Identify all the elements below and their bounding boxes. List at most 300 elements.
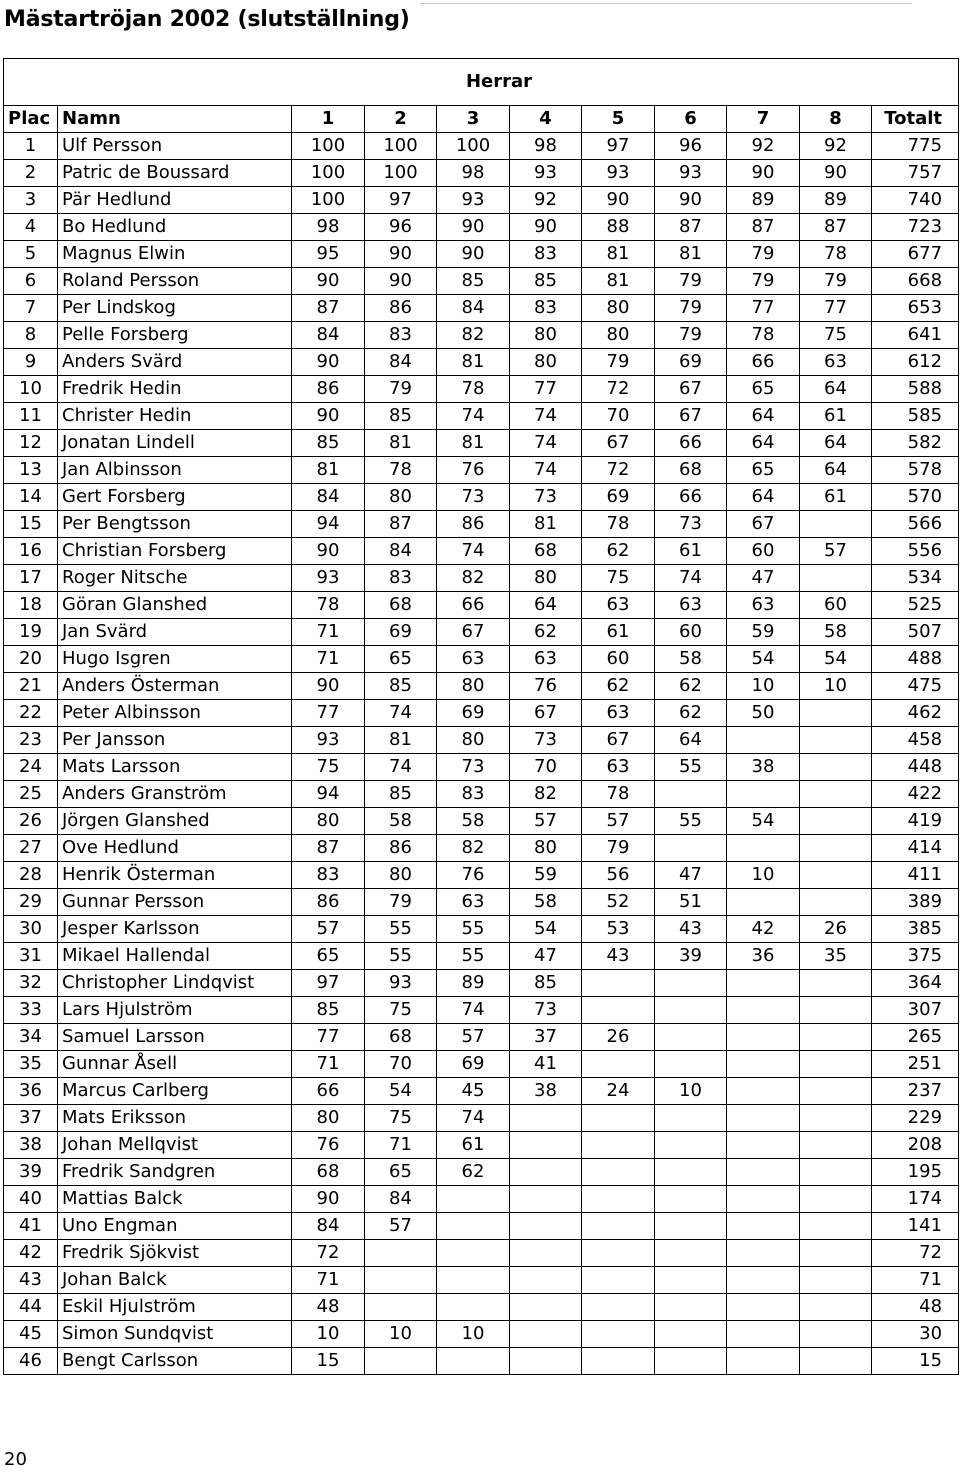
table-row	[4, 1186, 959, 1213]
cell-round-1: 66	[292, 1078, 365, 1105]
cell-round-2	[365, 1348, 437, 1375]
cell-round-7: 77	[727, 295, 800, 322]
cell-plac: 28	[4, 862, 58, 889]
header-round-6: 6	[655, 106, 727, 133]
cell-round-3: 74	[437, 997, 510, 1024]
cell-round-4: 68	[510, 538, 582, 565]
cell-round-1: 80	[292, 808, 365, 835]
cell-name: Uno Engman	[58, 1213, 292, 1240]
cell-round-8: 58	[800, 619, 872, 646]
cell-plac: 29	[4, 889, 58, 916]
cell-round-2: 85	[365, 673, 437, 700]
cell-total: 653	[872, 295, 959, 322]
cell-round-4	[510, 1294, 582, 1321]
cell-round-1: 71	[292, 1051, 365, 1078]
cell-round-6: 74	[655, 565, 727, 592]
cell-round-2: 79	[365, 376, 437, 403]
cell-round-5: 56	[582, 862, 655, 889]
cell-round-5: 43	[582, 943, 655, 970]
cell-round-6: 63	[655, 592, 727, 619]
cell-total: 668	[872, 268, 959, 295]
cell-plac: 43	[4, 1267, 58, 1294]
cell-round-7	[727, 1294, 800, 1321]
cell-round-8: 78	[800, 241, 872, 268]
cell-total: 15	[872, 1348, 959, 1375]
cell-total: 775	[872, 133, 959, 160]
header-round-4: 4	[510, 106, 582, 133]
table-row	[4, 808, 959, 835]
cell-plac: 27	[4, 835, 58, 862]
cell-round-2: 86	[365, 835, 437, 862]
cell-round-4: 83	[510, 241, 582, 268]
cell-name: Roland Persson	[58, 268, 292, 295]
cell-round-2	[365, 1294, 437, 1321]
cell-round-5: 52	[582, 889, 655, 916]
cell-total: 458	[872, 727, 959, 754]
cell-round-7	[727, 1213, 800, 1240]
cell-round-4: 47	[510, 943, 582, 970]
cell-total: 385	[872, 916, 959, 943]
cell-round-2	[365, 1267, 437, 1294]
cell-round-7	[727, 1159, 800, 1186]
cell-round-6: 66	[655, 430, 727, 457]
cell-total: 507	[872, 619, 959, 646]
cell-round-6: 55	[655, 754, 727, 781]
cell-round-6: 90	[655, 187, 727, 214]
cell-round-5: 88	[582, 214, 655, 241]
cell-round-7: 65	[727, 376, 800, 403]
cell-round-4: 67	[510, 700, 582, 727]
cell-round-2: 90	[365, 268, 437, 295]
cell-name: Per Lindskog	[58, 295, 292, 322]
cell-round-7	[727, 1105, 800, 1132]
cell-round-1: 76	[292, 1132, 365, 1159]
cell-round-7: 79	[727, 241, 800, 268]
cell-round-7: 89	[727, 187, 800, 214]
cell-plac: 44	[4, 1294, 58, 1321]
cell-round-5: 57	[582, 808, 655, 835]
cell-plac: 25	[4, 781, 58, 808]
cell-total: 641	[872, 322, 959, 349]
cell-name: Christopher Lindqvist	[58, 970, 292, 997]
cell-round-3: 84	[437, 295, 510, 322]
cell-round-4	[510, 1213, 582, 1240]
column-header-row	[4, 106, 959, 133]
cell-plac: 13	[4, 457, 58, 484]
cell-round-6	[655, 1132, 727, 1159]
cell-round-2: 79	[365, 889, 437, 916]
cell-plac: 4	[4, 214, 58, 241]
cell-round-5: 62	[582, 673, 655, 700]
table-row	[4, 214, 959, 241]
cell-round-6	[655, 1051, 727, 1078]
cell-round-4	[510, 1105, 582, 1132]
cell-round-7	[727, 1240, 800, 1267]
cell-round-5: 53	[582, 916, 655, 943]
cell-plac: 5	[4, 241, 58, 268]
header-round-7: 7	[727, 106, 800, 133]
cell-round-8: 26	[800, 916, 872, 943]
cell-round-1: 71	[292, 619, 365, 646]
cell-plac: 39	[4, 1159, 58, 1186]
cell-round-7	[727, 1132, 800, 1159]
cell-round-2: 75	[365, 997, 437, 1024]
table-row	[4, 862, 959, 889]
cell-name: Patric de Boussard	[58, 160, 292, 187]
cell-round-5: 63	[582, 700, 655, 727]
cell-round-3: 89	[437, 970, 510, 997]
table-row	[4, 565, 959, 592]
cell-round-8	[800, 781, 872, 808]
cell-name: Mats Eriksson	[58, 1105, 292, 1132]
cell-name: Gunnar Persson	[58, 889, 292, 916]
cell-plac: 16	[4, 538, 58, 565]
cell-round-8: 60	[800, 592, 872, 619]
cell-round-3: 57	[437, 1024, 510, 1051]
cell-round-4: 74	[510, 430, 582, 457]
cell-round-4: 37	[510, 1024, 582, 1051]
cell-round-5: 67	[582, 727, 655, 754]
table-row	[4, 538, 959, 565]
cell-round-5: 75	[582, 565, 655, 592]
table-row	[4, 619, 959, 646]
table-row	[4, 187, 959, 214]
cell-name: Ulf Persson	[58, 133, 292, 160]
cell-round-5: 26	[582, 1024, 655, 1051]
cell-round-5	[582, 970, 655, 997]
cell-round-3	[437, 1240, 510, 1267]
cell-round-5: 80	[582, 295, 655, 322]
cell-round-5: 79	[582, 349, 655, 376]
cell-round-3: 90	[437, 214, 510, 241]
cell-round-5	[582, 1321, 655, 1348]
cell-name: Fredrik Sandgren	[58, 1159, 292, 1186]
table-row	[4, 997, 959, 1024]
cell-round-5: 79	[582, 835, 655, 862]
cell-round-8: 92	[800, 133, 872, 160]
header-round-8: 8	[800, 106, 872, 133]
cell-round-4: 80	[510, 565, 582, 592]
cell-round-3: 74	[437, 538, 510, 565]
cell-name: Bengt Carlsson	[58, 1348, 292, 1375]
cell-round-5: 93	[582, 160, 655, 187]
header-name: Namn	[58, 106, 292, 133]
table-row	[4, 403, 959, 430]
cell-total: 582	[872, 430, 959, 457]
cell-round-3: 82	[437, 835, 510, 862]
cell-round-8	[800, 565, 872, 592]
cell-round-5	[582, 1105, 655, 1132]
cell-round-7	[727, 727, 800, 754]
cell-round-8	[800, 1132, 872, 1159]
cell-round-2: 80	[365, 862, 437, 889]
cell-name: Mikael Hallendal	[58, 943, 292, 970]
cell-round-4	[510, 1267, 582, 1294]
cell-round-6	[655, 1105, 727, 1132]
cell-round-7: 63	[727, 592, 800, 619]
cell-name: Mattias Balck	[58, 1186, 292, 1213]
cell-total: 525	[872, 592, 959, 619]
cell-round-3: 74	[437, 403, 510, 430]
cell-round-8	[800, 1240, 872, 1267]
cell-round-2: 58	[365, 808, 437, 835]
cell-round-6: 58	[655, 646, 727, 673]
cell-round-6: 62	[655, 700, 727, 727]
cell-round-1: 68	[292, 1159, 365, 1186]
cell-round-8: 61	[800, 484, 872, 511]
cell-total: 229	[872, 1105, 959, 1132]
cell-round-4: 85	[510, 268, 582, 295]
table-row	[4, 133, 959, 160]
cell-plac: 23	[4, 727, 58, 754]
cell-total: 462	[872, 700, 959, 727]
cell-round-5	[582, 1348, 655, 1375]
cell-round-8	[800, 1294, 872, 1321]
cell-total: 208	[872, 1132, 959, 1159]
cell-name: Gert Forsberg	[58, 484, 292, 511]
cell-name: Christer Hedin	[58, 403, 292, 430]
cell-round-4: 70	[510, 754, 582, 781]
table-row	[4, 322, 959, 349]
table-row	[4, 1213, 959, 1240]
cell-round-5: 60	[582, 646, 655, 673]
cell-round-1: 85	[292, 997, 365, 1024]
cell-round-8	[800, 997, 872, 1024]
cell-round-5: 81	[582, 268, 655, 295]
cell-name: Per Jansson	[58, 727, 292, 754]
cell-total: 307	[872, 997, 959, 1024]
cell-round-1: 87	[292, 295, 365, 322]
cell-round-3: 73	[437, 484, 510, 511]
table-row	[4, 889, 959, 916]
cell-round-6: 64	[655, 727, 727, 754]
table-row	[4, 1132, 959, 1159]
cell-name: Ove Hedlund	[58, 835, 292, 862]
cell-round-1: 77	[292, 1024, 365, 1051]
cell-name: Marcus Carlberg	[58, 1078, 292, 1105]
cell-round-2	[365, 1240, 437, 1267]
cell-round-3: 62	[437, 1159, 510, 1186]
cell-round-7: 59	[727, 619, 800, 646]
group-label: Herrar	[4, 59, 959, 106]
table-row	[4, 646, 959, 673]
cell-round-1: 15	[292, 1348, 365, 1375]
cell-round-8	[800, 1213, 872, 1240]
cell-round-6: 39	[655, 943, 727, 970]
cell-round-1: 93	[292, 727, 365, 754]
cell-round-2: 55	[365, 916, 437, 943]
cell-plac: 40	[4, 1186, 58, 1213]
cell-round-6	[655, 1267, 727, 1294]
cell-name: Henrik Österman	[58, 862, 292, 889]
cell-plac: 41	[4, 1213, 58, 1240]
table-row	[4, 376, 959, 403]
cell-total: 237	[872, 1078, 959, 1105]
cell-total: 566	[872, 511, 959, 538]
cell-round-5: 78	[582, 781, 655, 808]
table-row	[4, 1159, 959, 1186]
cell-round-1: 77	[292, 700, 365, 727]
cell-round-4	[510, 1321, 582, 1348]
cell-name: Per Bengtsson	[58, 511, 292, 538]
cell-total: 677	[872, 241, 959, 268]
cell-name: Johan Balck	[58, 1267, 292, 1294]
table-row	[4, 160, 959, 187]
cell-round-1: 57	[292, 916, 365, 943]
cell-round-8	[800, 1078, 872, 1105]
header-round-2: 2	[365, 106, 437, 133]
cell-round-5: 69	[582, 484, 655, 511]
cell-round-7: 42	[727, 916, 800, 943]
cell-round-4	[510, 1159, 582, 1186]
cell-total: 411	[872, 862, 959, 889]
cell-round-1: 90	[292, 538, 365, 565]
cell-plac: 6	[4, 268, 58, 295]
cell-round-8	[800, 835, 872, 862]
cell-total: 30	[872, 1321, 959, 1348]
table-row	[4, 727, 959, 754]
cell-round-2: 69	[365, 619, 437, 646]
cell-round-5: 63	[582, 754, 655, 781]
cell-round-2: 57	[365, 1213, 437, 1240]
cell-round-1: 86	[292, 889, 365, 916]
cell-round-5: 61	[582, 619, 655, 646]
cell-round-8	[800, 1159, 872, 1186]
cell-total: 475	[872, 673, 959, 700]
cell-round-8	[800, 889, 872, 916]
cell-round-8: 54	[800, 646, 872, 673]
cell-name: Pär Hedlund	[58, 187, 292, 214]
cell-round-2: 65	[365, 1159, 437, 1186]
cell-name: Magnus Elwin	[58, 241, 292, 268]
cell-round-8	[800, 1348, 872, 1375]
table-row	[4, 349, 959, 376]
cell-round-3: 76	[437, 457, 510, 484]
cell-round-3: 80	[437, 727, 510, 754]
cell-round-3	[437, 1267, 510, 1294]
cell-name: Gunnar Åsell	[58, 1051, 292, 1078]
cell-round-5: 67	[582, 430, 655, 457]
page-number: 20	[4, 1449, 27, 1470]
cell-round-6	[655, 835, 727, 862]
cell-round-8: 87	[800, 214, 872, 241]
cell-round-4: 73	[510, 997, 582, 1024]
cell-round-8: 64	[800, 457, 872, 484]
cell-round-3: 67	[437, 619, 510, 646]
cell-name: Johan Mellqvist	[58, 1132, 292, 1159]
cell-round-8: 79	[800, 268, 872, 295]
table-row	[4, 673, 959, 700]
cell-round-4: 64	[510, 592, 582, 619]
cell-round-2: 75	[365, 1105, 437, 1132]
cell-round-3: 98	[437, 160, 510, 187]
cell-round-7	[727, 1348, 800, 1375]
cell-round-4	[510, 1132, 582, 1159]
cell-round-1: 100	[292, 133, 365, 160]
cell-round-4: 74	[510, 457, 582, 484]
cell-round-1: 84	[292, 484, 365, 511]
cell-round-5: 80	[582, 322, 655, 349]
cell-name: Jörgen Glanshed	[58, 808, 292, 835]
header-plac: Plac	[4, 106, 58, 133]
cell-round-3: 83	[437, 781, 510, 808]
cell-name: Jonatan Lindell	[58, 430, 292, 457]
cell-total: 174	[872, 1186, 959, 1213]
cell-round-3: 74	[437, 1105, 510, 1132]
cell-round-8	[800, 754, 872, 781]
cell-round-4: 80	[510, 322, 582, 349]
cell-round-8	[800, 1321, 872, 1348]
cell-round-5: 24	[582, 1078, 655, 1105]
cell-round-7	[727, 1186, 800, 1213]
cell-round-8: 64	[800, 376, 872, 403]
cell-plac: 12	[4, 430, 58, 457]
cell-round-2: 68	[365, 1024, 437, 1051]
table-row	[4, 835, 959, 862]
cell-name: Roger Nitsche	[58, 565, 292, 592]
cell-name: Jan Svärd	[58, 619, 292, 646]
cell-round-1: 95	[292, 241, 365, 268]
cell-round-8	[800, 1267, 872, 1294]
cell-round-6	[655, 1240, 727, 1267]
table-row	[4, 457, 959, 484]
table-row	[4, 592, 959, 619]
cell-round-7: 66	[727, 349, 800, 376]
cell-round-1: 84	[292, 1213, 365, 1240]
cell-plac: 45	[4, 1321, 58, 1348]
cell-round-7: 50	[727, 700, 800, 727]
cell-round-7	[727, 1267, 800, 1294]
results-table	[3, 58, 959, 1375]
cell-plac: 30	[4, 916, 58, 943]
cell-round-5	[582, 1132, 655, 1159]
cell-round-3: 55	[437, 943, 510, 970]
table-row	[4, 1348, 959, 1375]
cell-round-7: 47	[727, 565, 800, 592]
table-row	[4, 268, 959, 295]
cell-total: 448	[872, 754, 959, 781]
cell-round-2: 85	[365, 403, 437, 430]
cell-round-1: 86	[292, 376, 365, 403]
cell-total: 534	[872, 565, 959, 592]
cell-round-1: 94	[292, 511, 365, 538]
cell-round-8	[800, 1051, 872, 1078]
cell-round-2: 83	[365, 322, 437, 349]
cell-total: 419	[872, 808, 959, 835]
cell-round-3: 10	[437, 1321, 510, 1348]
cell-round-6: 79	[655, 268, 727, 295]
cell-name: Anders Granström	[58, 781, 292, 808]
cell-round-3: 93	[437, 187, 510, 214]
cell-round-6	[655, 1321, 727, 1348]
cell-round-1: 83	[292, 862, 365, 889]
cell-name: Mats Larsson	[58, 754, 292, 781]
cell-round-2: 96	[365, 214, 437, 241]
cell-plac: 32	[4, 970, 58, 997]
cell-total: 588	[872, 376, 959, 403]
cell-round-7	[727, 1024, 800, 1051]
cell-round-3: 69	[437, 700, 510, 727]
cell-round-3: 81	[437, 430, 510, 457]
cell-round-1: 98	[292, 214, 365, 241]
cell-round-3: 58	[437, 808, 510, 835]
cell-name: Eskil Hjulström	[58, 1294, 292, 1321]
cell-plac: 31	[4, 943, 58, 970]
cell-name: Jan Albinsson	[58, 457, 292, 484]
table-row	[4, 1240, 959, 1267]
cell-round-5: 78	[582, 511, 655, 538]
cell-round-2: 87	[365, 511, 437, 538]
